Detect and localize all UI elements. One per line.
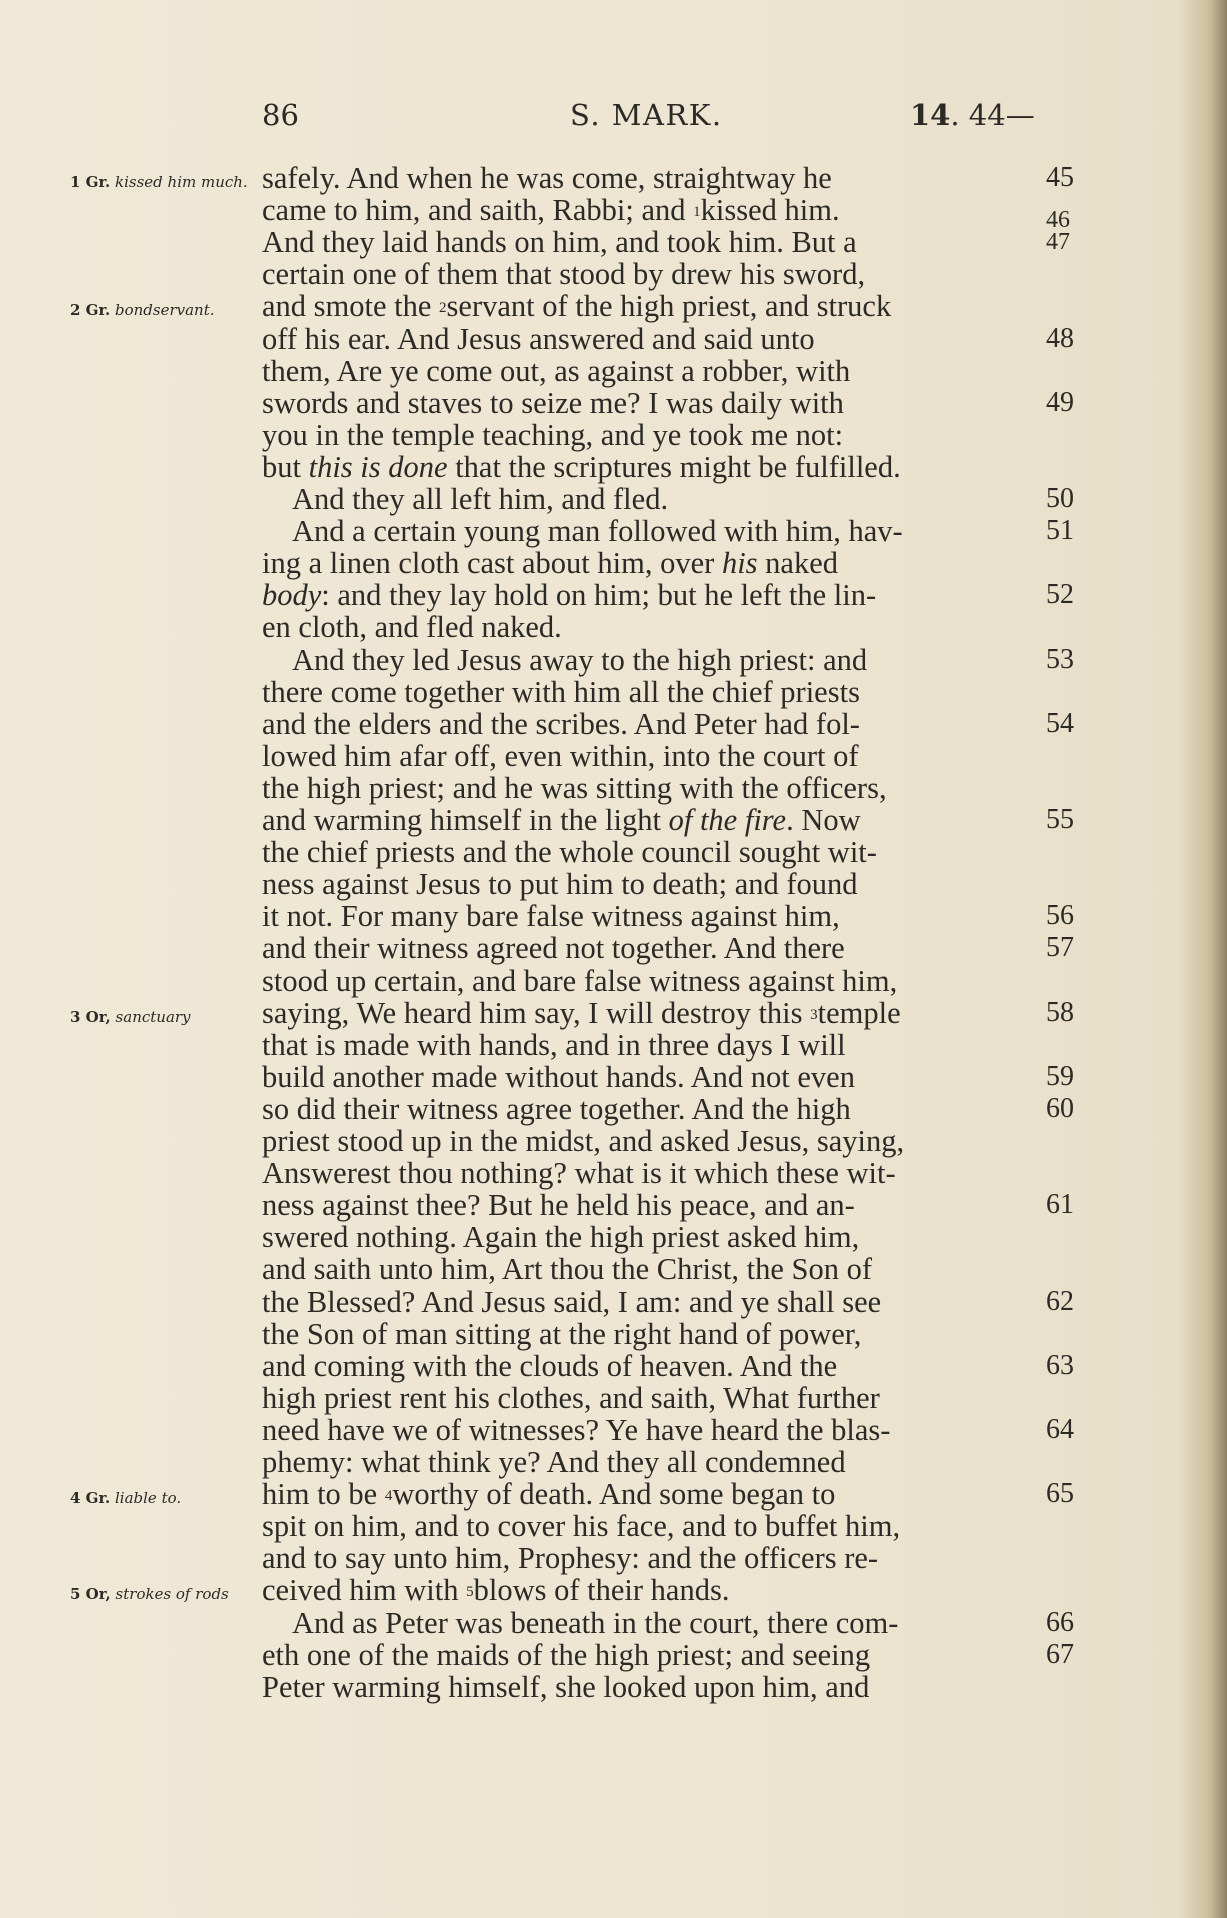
chapter-number: 14 (910, 98, 951, 132)
text-line: there come together with him all the chief priests (262, 674, 860, 709)
text-line: spit on him, and to cover his face, and to buffet him, (262, 1509, 901, 1544)
text-line: off his ear. And Jesus answered and said unto (262, 321, 815, 356)
verse-number: 46 (1046, 207, 1070, 234)
text-line: you in the temple teaching, and ye took me not: (262, 417, 844, 452)
text-line: ness against thee? But he held his peace, and an- (262, 1188, 855, 1223)
verse-range: . 44— (950, 98, 1035, 132)
text-line: And they laid hands on him, and took him. But a (262, 225, 857, 260)
text-line: build another made without hands. And not even (262, 1059, 855, 1094)
text-line: and smote the $^2$servant of the high priest, and struck (262, 289, 892, 324)
italic-phrase: this is done (308, 449, 448, 484)
verse-number: 50 (1046, 483, 1074, 514)
text-line: and saith unto him, Art thou the Christ, the Son of (262, 1252, 872, 1287)
text-line: high priest rent his clothes, and saith, What further (262, 1380, 880, 1415)
margin-note-3 (70, 1008, 260, 1026)
text-line: the Son of man sitting at the right hand of power, (262, 1316, 862, 1351)
text-line: the Blessed? And Jesus said, I am: and ye shall see (262, 1284, 882, 1319)
footnote-marker: 5 (466, 1584, 474, 1601)
text-line: and coming with the clouds of heaven. And the (262, 1348, 838, 1383)
margin-note-prefix: 1 Gr. (70, 173, 111, 191)
text-line: lowed him afar off, even within, into the court of (262, 738, 859, 773)
italic-phrase: body (262, 578, 322, 613)
verse-number: 51 (1046, 515, 1074, 547)
verse-number: 47 (1046, 229, 1070, 256)
text-line: and the elders and the scribes. And Peter had fol- (262, 706, 860, 741)
footnote-marker: 4 (384, 1488, 393, 1505)
text-line: eth one of the maids of the high priest; and seeing (262, 1637, 871, 1672)
footnote-marker: 1 (693, 204, 701, 221)
text-line: And as Peter was beneath in the court, there com- (292, 1605, 899, 1640)
page-number: 86 (262, 98, 299, 132)
margin-note-text: liable to. (115, 1489, 182, 1508)
margin-note-2 (70, 301, 260, 319)
text-line: and warming himself in the light of the fire. Now (262, 803, 861, 837)
text-line: ing a linen cloth cast about him, over his naked (262, 546, 838, 581)
text-line: him to be $^4$worthy of death. And some began to (262, 1477, 836, 1512)
verse-number: 48 (1046, 322, 1074, 354)
text-line: saying, We heard him say, I will destroy this $^3$temple (262, 995, 901, 1030)
verse-number: 62 (1046, 1285, 1074, 1317)
text-line: and their witness agreed not together. And there (262, 931, 845, 966)
margin-note-1 (70, 173, 260, 191)
text-line: stood up certain, and bare false witness against him, (262, 963, 898, 998)
italic-phrase: his (721, 546, 758, 581)
text-line: Peter warming himself, she looked upon him, and (262, 1669, 870, 1704)
running-head (0, 98, 1227, 138)
text-line: phemy: what think ye? And they all condemned (262, 1445, 846, 1479)
margin-note-4 (70, 1489, 260, 1507)
margin-note-text: sanctuary (115, 1007, 191, 1026)
verse-number: 66 (1046, 1606, 1074, 1638)
verse-number: 60 (1046, 1092, 1074, 1124)
text-line: the chief priests and the whole council sought wit- (262, 835, 877, 870)
verse-number: 61 (1046, 1189, 1074, 1221)
text-line: And they led Jesus away to the high priest: and (292, 642, 868, 677)
text-line: body: and they lay hold on him; but he left the lin- (262, 578, 877, 613)
verse-number: 53 (1046, 643, 1074, 675)
margin-note-prefix: 2 Gr. (70, 301, 111, 320)
verse-number: 56 (1046, 900, 1074, 932)
text-line: but this is done that the scriptures might be fulfilled. (262, 449, 901, 484)
text-line: Answerest thou nothing? what is it which these wit- (262, 1156, 896, 1191)
margin-note-text: kissed him much. (115, 173, 248, 191)
verse-number: 67 (1046, 1638, 1074, 1670)
text-line: safely. And when he was come, straightway he (262, 161, 832, 195)
chapter-verse-reference (910, 98, 1035, 132)
text-line: swords and staves to seize me? I was daily with (262, 385, 844, 420)
text-line: en cloth, and fled naked. (262, 610, 562, 645)
margin-note-text: bondservant. (115, 301, 215, 320)
verse-number: 63 (1046, 1349, 1074, 1381)
margin-note-prefix: 4 Gr. (70, 1489, 111, 1508)
text-line: the high priest; and he was sitting with the officers, (262, 770, 887, 805)
text-line: came to him, and saith, Rabbi; and $^1$kissed him. (262, 193, 840, 228)
text-line: so did their witness agree together. And the high (262, 1091, 851, 1126)
text-line: that is made with hands, and in three days I will (262, 1027, 846, 1062)
text-line: it not. For many bare false witness against him, (262, 899, 840, 934)
verse-number: 45 (1046, 162, 1074, 193)
footnote-marker: 2 (439, 300, 447, 317)
margin-note-prefix: 3 Or, (70, 1007, 111, 1026)
text-line: need have we of witnesses? Ye have heard the blas- (262, 1412, 891, 1447)
italic-phrase: of the fire (668, 803, 787, 837)
verse-number: 58 (1046, 996, 1074, 1028)
text-line: priest stood up in the midst, and asked Jesus, saying, (262, 1124, 905, 1158)
verse-number: 52 (1046, 579, 1074, 611)
text-line: ness against Jesus to put him to death; and found (262, 867, 858, 902)
text-line: And a certain young man followed with him, hav- (292, 514, 903, 549)
footnote-marker: 3 (810, 1006, 818, 1023)
text-line: and to say unto him, Prophesy: and the officers re- (262, 1541, 879, 1576)
text-line: swered nothing. Again the high priest asked him, (262, 1220, 860, 1255)
running-title: S. MARK. (570, 98, 723, 132)
margin-note-5 (70, 1585, 260, 1603)
text-line: them, Are ye come out, as against a robber, with (262, 353, 851, 388)
verse-number: 64 (1046, 1413, 1074, 1445)
text-line: ceived him with $^5$blows of their hands. (262, 1573, 730, 1608)
text-line: And they all left him, and fled. (292, 482, 669, 516)
verse-number: 59 (1046, 1060, 1074, 1092)
text-line: certain one of them that stood by drew his sword, (262, 257, 866, 292)
verse-number: 55 (1046, 804, 1074, 835)
verse-number: 54 (1046, 707, 1074, 739)
verse-number: 49 (1046, 386, 1074, 418)
margin-note-prefix: 5 Or, (70, 1585, 111, 1604)
margin-note-text: strokes of rods (115, 1585, 229, 1604)
verse-number: 65 (1046, 1478, 1074, 1510)
verse-number: 57 (1046, 932, 1074, 964)
